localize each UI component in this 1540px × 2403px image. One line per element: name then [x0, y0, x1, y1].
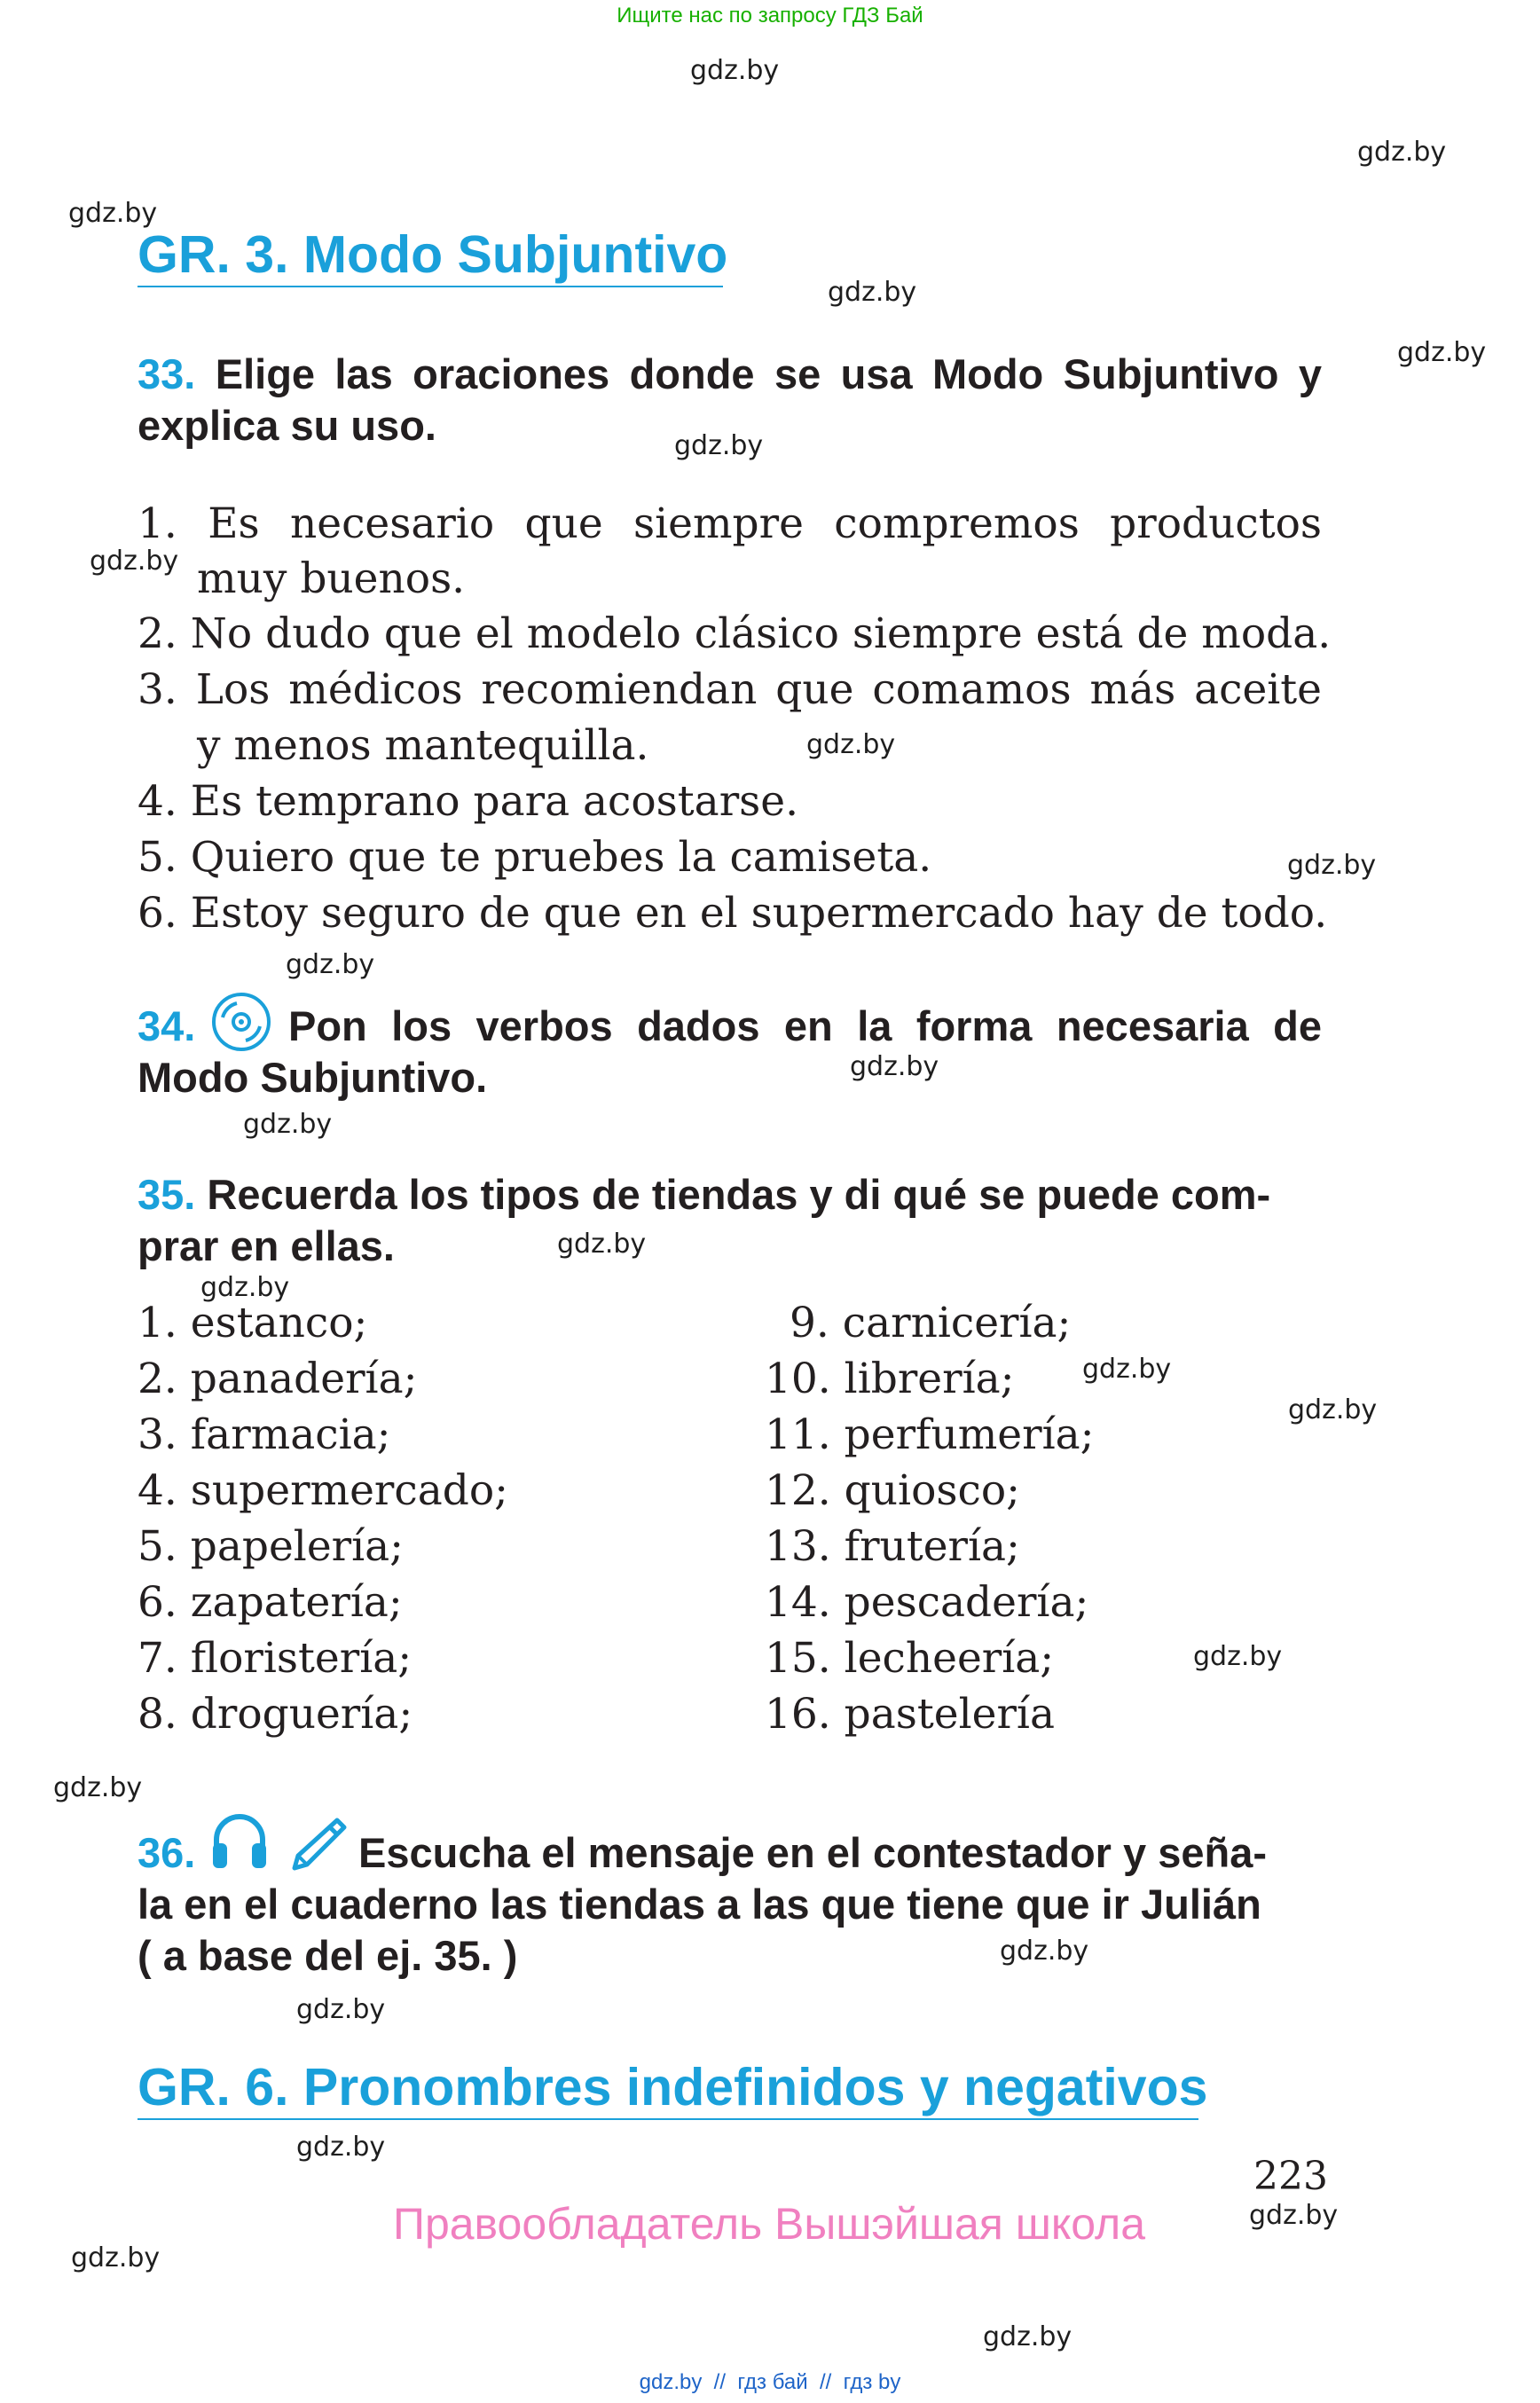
list-item: 2. panadería; [138, 1355, 418, 1403]
watermark: gdz.by [1287, 850, 1377, 881]
list-item: 12. quiosco; [765, 1466, 1020, 1515]
list-item: 1. estanco; [138, 1299, 368, 1347]
list-item: 3. farmacia; [138, 1410, 391, 1459]
sentence-3-line-1: 3. Los médicos recomiendan que comamos más aceite [138, 665, 1322, 714]
section-heading-gr3: GR. 3. Modo Subjuntivo [138, 225, 728, 284]
watermark: gdz.by [1000, 1936, 1089, 1967]
pencil-icon [286, 1813, 350, 1877]
list-item: 14. pescadería; [765, 1578, 1089, 1627]
exercise-instruction: Recuerda los tipos de tiendas y di qué se puede com- [207, 1171, 1271, 1218]
watermark: gdz.by [1249, 2200, 1339, 2231]
list-item: 16. pastelería [765, 1690, 1055, 1739]
sentence-3-line-2: y menos mantequilla. [197, 721, 649, 770]
sentence-1-line-1: 1. Es necesario que siempre compremos productos [138, 499, 1322, 548]
shops-list-right [765, 1295, 1094, 1742]
exercise-35-heading-line-2: prar en ellas. [138, 1222, 395, 1269]
list-item: 13. frutería; [765, 1522, 1020, 1571]
watermark: gdz.by [1357, 137, 1447, 168]
watermark: gdz.by [557, 1229, 647, 1260]
watermark: gdz.by [71, 2242, 161, 2273]
watermark: gdz.by [53, 1772, 143, 1803]
copyright-holder: Правообладатель Вышэйшая школа [393, 2199, 1145, 2249]
watermark: gdz.by [90, 546, 179, 577]
watermark: gdz.by [1288, 1394, 1378, 1425]
list-item: 4. supermercado; [138, 1466, 508, 1515]
watermark: gdz.by [690, 55, 780, 86]
list-item: 8. droguería; [138, 1690, 413, 1739]
exercise-instruction: Elige las oraciones donde se usa Modo Subjuntivo y explica su uso. [138, 350, 1322, 449]
sentence-2: 2. No dudo que el modelo clásico siempre está de moda. [138, 609, 1332, 658]
watermark: gdz.by [286, 949, 375, 980]
watermark: gdz.by [1082, 1354, 1172, 1385]
watermark: gdz.by [243, 1109, 333, 1140]
watermark: gdz.by [1193, 1641, 1283, 1672]
list-item: 6. zapatería; [138, 1578, 403, 1627]
top-banner[interactable]: Ищите нас по запросу ГДЗ Бай [617, 4, 923, 27]
list-item: 7. floristería; [138, 1634, 412, 1683]
watermark: gdz.by [296, 2132, 386, 2163]
sentence-4: 4. Es temprano para acostarse. [138, 777, 799, 826]
watermark: gdz.by [850, 1051, 939, 1082]
sentence-1-line-2: muy buenos. [197, 554, 466, 603]
exercise-number: 34. [138, 1002, 196, 1049]
section-heading-gr6: GR. 6. Pronombres indefinidos y negativos [138, 2058, 1208, 2116]
sentence-5: 5. Quiero que te pruebes la camiseta. [138, 833, 932, 882]
list-item: 5. papelería; [138, 1522, 404, 1571]
list-item: 15. lecheería; [765, 1634, 1055, 1683]
exercise-instruction: Pon los verbos dados en la forma necesaria de Modo Subjuntivo. [138, 1002, 1322, 1101]
list-item: 9. carnicería; [790, 1299, 1072, 1347]
list-item: 11. perfumería; [765, 1410, 1095, 1459]
watermark: gdz.by [68, 198, 158, 229]
list-item: 10. librería; [765, 1355, 1015, 1403]
exercise-34-heading [138, 1001, 1322, 1103]
headphones-icon [208, 1810, 271, 1873]
watermark: gdz.by [828, 277, 917, 308]
section-heading-underline [138, 286, 723, 287]
section-heading-underline [138, 2118, 1198, 2120]
bottom-links[interactable]: gdz.by // гдз бай // гдз by [639, 2370, 901, 2394]
watermark: gdz.by [674, 430, 764, 461]
shops-list-left [138, 1295, 508, 1742]
sentence-6: 6. Estoy seguro de que en el supermercado hay de todo. [138, 889, 1328, 938]
watermark: gdz.by [983, 2321, 1072, 2352]
exercise-35-heading-line-1 [138, 1169, 1326, 1221]
watermark: gdz.by [296, 1994, 386, 2025]
exercise-36-heading-line-1: Escucha el mensaje en el contestador y seña- [358, 1829, 1267, 1876]
watermark: gdz.by [200, 1272, 290, 1303]
exercise-33-heading [138, 349, 1322, 452]
exercise-number: 35. [138, 1171, 196, 1218]
page-number: 223 [1253, 2154, 1328, 2199]
watermark: gdz.by [806, 729, 896, 760]
exercise-36-number [138, 1827, 208, 1879]
exercise-36-heading-line-3: ( a base del ej. 35. ) [138, 1932, 518, 1979]
exercise-number: 36. [138, 1829, 196, 1876]
exercise-36-heading-line-2: la en el cuaderno las tiendas a las que tiene que ir Julián [138, 1881, 1261, 1928]
watermark: gdz.by [1397, 337, 1487, 368]
exercise-number: 33. [138, 350, 196, 397]
